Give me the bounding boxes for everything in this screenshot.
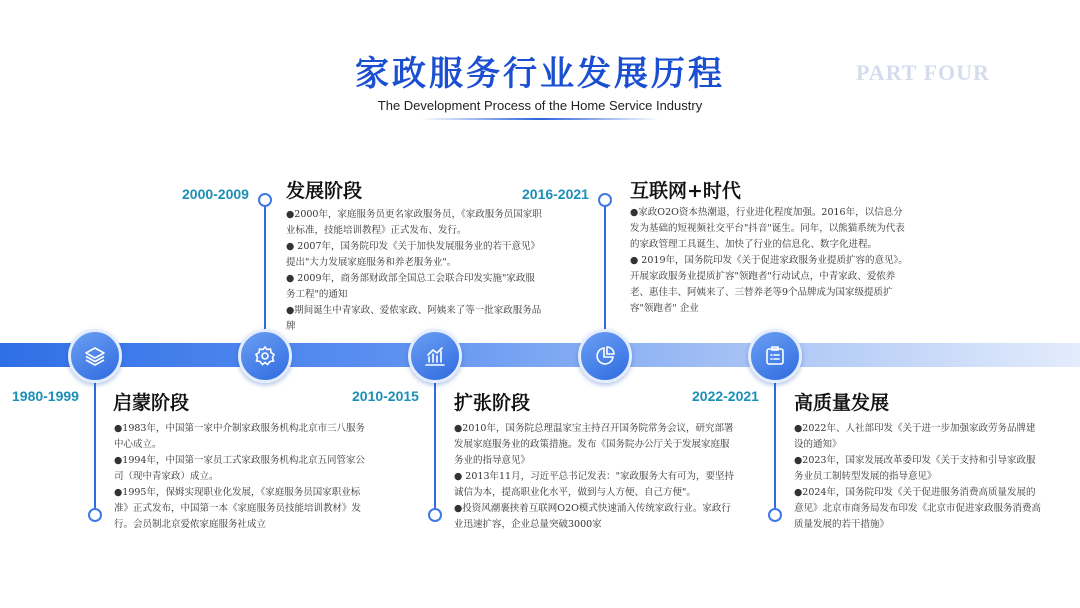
connector-end-dot — [598, 193, 612, 207]
layers-icon — [68, 329, 122, 383]
stage-years: 2016-2021 — [522, 186, 589, 202]
stage-description — [286, 207, 544, 335]
stage-description — [630, 205, 912, 317]
stage-years: 1980-1999 — [12, 388, 79, 404]
connector-below — [94, 380, 96, 510]
timeline-band — [0, 343, 1080, 367]
gear-icon — [238, 329, 292, 383]
stage-item: ●2022年、人社部印发《关于进一步加强家政劳务品牌建设的通知》 — [794, 423, 1036, 450]
stage-item: ● 2019年，国务院印发《关于促进家政服务业提质扩容的意见》。开展家政服务业提质扩容"领跑者"行动试点，中青家政、爱侬养老、惠佳丰、阿姨来了、三替养老等9个品牌成为国家级提质扩容"领跑者" 企业 — [630, 255, 908, 314]
stage-title: 高质量发展 — [794, 392, 890, 414]
connector-end-dot — [768, 508, 782, 522]
part-label: PART FOUR — [856, 60, 990, 85]
stage-item: ●期间诞生中青家政、爱侬家政、阿姨来了等一批家政服务品牌 — [286, 305, 542, 332]
stage-item: ●1994年，中国第一家员工式家政服务机构北京五同管家公司（现中青家政）成立。 — [114, 455, 365, 482]
subtitle-underline — [420, 118, 660, 120]
stage-years: 2010-2015 — [352, 388, 419, 404]
stage-title: 启蒙阶段 — [113, 392, 190, 414]
stage-item: ●2024年，国务院印发《关于促进服务消费高质量发展的意见》北京市商务局发布印发《北京市促进家政服务消费高质量发展的若干措施》 — [794, 487, 1042, 530]
stage-item: ●家政O2O资本热潮退，行业进化程度加强。2016年，以信息分发为基础的短视频社交平台"抖音"诞生。同年，以熊猫系统为代表的家政管理工具诞生、加快了行业的信息化、数字化进程。 — [630, 207, 905, 250]
connector-end-dot — [428, 508, 442, 522]
stage-years: 2022-2021 — [692, 388, 759, 404]
stage-item: ● 2013年11月，习近平总书记发表："家政服务大有可为，要坚持诚信为本，提高职业化水平，做到与人方便、自己方便"。 — [454, 471, 734, 498]
stage-item: ●2023年，国家发展改革委印发《关于支持和引导家政服务业员工制转型发展的指导意见》 — [794, 455, 1036, 482]
connector-below — [434, 380, 436, 510]
stage-description — [114, 421, 374, 533]
bar-chart-icon — [408, 329, 462, 383]
stage-years: 2000-2009 — [182, 186, 249, 202]
connector-end-dot — [258, 193, 272, 207]
page-subtitle: The Development Process of the Home Service Industry — [377, 98, 703, 113]
connector-above — [264, 200, 266, 330]
stage-item: ●1983年，中国第一家中介制家政服务机构北京市三八服务中心成立。 — [114, 423, 365, 450]
connector-above — [604, 200, 606, 330]
stage-description — [454, 421, 736, 533]
stage-item: ●投资风潮裹挟着互联网O2O模式快速涌入传统家政行业。家政行业迅速扩容，企业总量突破3000家 — [454, 503, 731, 530]
stage-title: 扩张阶段 — [454, 392, 531, 414]
connector-end-dot — [88, 508, 102, 522]
pie-chart-icon — [578, 329, 632, 383]
stage-item: ●2010年，国务院总理温家宝主持召开国务院常务会议，研究部署发展家庭服务业的政策措施。发布《国务院办公厅关于发展家庭服务业的指导意见》 — [454, 423, 734, 466]
stage-title: 互联网+时代 — [630, 180, 741, 202]
stage-item: ● 2009年，商务部财政部全国总工会联合印发实施"家政服务工程"的通知 — [286, 273, 535, 300]
connector-below — [774, 380, 776, 510]
page-title: 家政服务行业发展历程 — [355, 54, 725, 94]
stage-description — [794, 421, 1044, 533]
stage-item: ●1995年，保姆实现职业化发展，《家庭服务员国家职业标准》正式发布，中国第一本《家庭服务员技能培训教材》发行。会员制北京爱侬家庭服务社成立 — [114, 487, 362, 530]
document-list-icon — [748, 329, 802, 383]
stage-item: ● 2007年，国务院印发《关于加快发展服务业的若干意见》提出"大力发展家庭服务和养老服务业"。 — [286, 241, 540, 268]
stage-title: 发展阶段 — [286, 180, 363, 202]
stage-item: ●2000年，家庭服务员更名家政服务员，《家政服务员国家职业标准，技能培训教程》正式发布、发行。 — [286, 209, 542, 236]
